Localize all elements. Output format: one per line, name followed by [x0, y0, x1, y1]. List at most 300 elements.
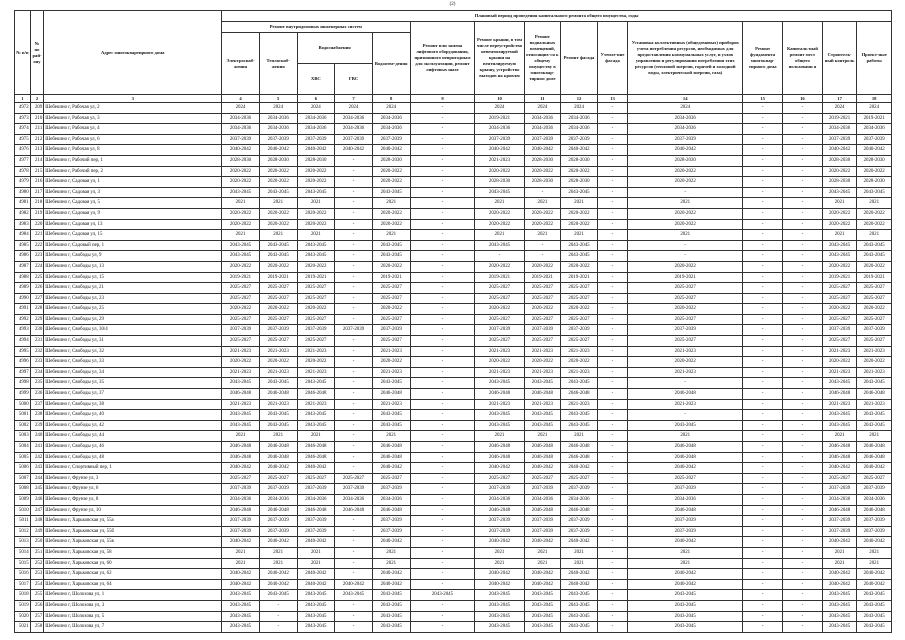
- cell-facade-repair: 2020-2022: [561, 304, 598, 315]
- cell-construction-control: 2043-2045: [822, 420, 857, 431]
- row-address: Шебекино г, Свободы ул, 9: [44, 251, 222, 262]
- cell-construction-control: 2043-2045: [822, 251, 857, 262]
- cell-electro: 2043-2045: [222, 590, 260, 601]
- cell-design-works: 2020-2022: [857, 261, 892, 272]
- cell-foundation: -: [743, 336, 783, 347]
- cell-facade-insulation: -: [597, 579, 627, 590]
- cell-lift: -: [410, 304, 475, 315]
- row-region-num: 254: [30, 579, 44, 590]
- cell-electro: 2021-2023: [222, 399, 260, 410]
- cell-foundation: -: [743, 590, 783, 601]
- cell-roof: 2037-2039: [475, 325, 524, 336]
- header-electro: Электроснаб-жения: [222, 33, 260, 95]
- cell-meters: 2020-2022: [628, 357, 743, 368]
- row-num: 5006: [15, 463, 31, 474]
- row-address: Шебекино г, Садовая ул, 1: [44, 177, 222, 188]
- cell-electro: 2021-2023: [222, 346, 260, 357]
- cell-hvs: 2040-2042: [297, 537, 335, 548]
- cell-basement: 2024: [524, 103, 561, 114]
- table-row: [15, 283, 892, 294]
- table-row: [15, 389, 892, 400]
- row-region-num: 216: [30, 177, 44, 188]
- cell-capital-repair: -: [783, 177, 823, 188]
- page-number: (2): [449, 2, 456, 7]
- cell-roof: 2043-2045: [475, 410, 524, 421]
- cell-facade-repair: 2021: [561, 431, 598, 442]
- cell-design-works: 2040-2042: [857, 145, 892, 156]
- cell-hvs: 2040-2042: [297, 579, 335, 590]
- row-region-num: 217: [30, 187, 44, 198]
- cell-facade-insulation: -: [597, 336, 627, 347]
- cell-drainage: 2040-2042: [372, 145, 410, 156]
- cell-foundation: -: [743, 611, 783, 622]
- cell-capital-repair: -: [783, 420, 823, 431]
- cell-gvs: -: [335, 357, 373, 368]
- cell-meters: 2034-2036: [628, 124, 743, 135]
- cell-heat: 2021: [259, 558, 297, 569]
- cell-lift: -: [410, 410, 475, 421]
- cell-gvs: -: [335, 431, 373, 442]
- cell-facade-insulation: -: [597, 516, 627, 527]
- cell-facade-repair: 2021: [561, 558, 598, 569]
- cell-lift: -: [410, 505, 475, 516]
- header-address: Адрес многоквартирного дома: [44, 11, 222, 95]
- cell-electro: 2021: [222, 431, 260, 442]
- cell-facade-repair: 2034-2036: [561, 124, 598, 135]
- cell-heat: 2037-2039: [259, 484, 297, 495]
- cell-capital-repair: -: [783, 463, 823, 474]
- cell-lift: -: [410, 357, 475, 368]
- cell-facade-insulation: -: [597, 283, 627, 294]
- cell-gvs: -: [335, 378, 373, 389]
- cell-basement: 2043-2045: [524, 410, 561, 421]
- cell-facade-repair: 2024: [561, 103, 598, 114]
- cell-hvs: 2046-2048: [297, 452, 335, 463]
- row-region-num: 226: [30, 283, 44, 294]
- cell-electro: 2040-2042: [222, 579, 260, 590]
- row-address: Шебекино г, Садовая ул, 9: [44, 208, 222, 219]
- cell-meters: 2043-2045: [628, 600, 743, 611]
- cell-roof: 2040-2042: [475, 463, 524, 474]
- cell-capital-repair: -: [783, 410, 823, 421]
- row-region-num: 227: [30, 293, 44, 304]
- cell-facade-insulation: -: [597, 134, 627, 145]
- cell-gvs: 2034-2036: [335, 113, 373, 124]
- cell-hvs: 2034-2036: [297, 113, 335, 124]
- table-row: [15, 378, 892, 389]
- cell-capital-repair: -: [783, 547, 823, 558]
- row-num: 5021: [15, 622, 31, 633]
- cell-capital-repair: -: [783, 378, 823, 389]
- cell-hvs: 2020-2022: [297, 177, 335, 188]
- cell-roof: 2046-2048: [475, 505, 524, 516]
- cell-design-works: 2046-2048: [857, 505, 892, 516]
- header-facade-insulation: Утепле-ние фасада: [597, 22, 627, 95]
- table-row: [15, 484, 892, 495]
- cell-heat: 2040-2042: [259, 579, 297, 590]
- row-region-num: 249: [30, 526, 44, 537]
- cell-foundation: -: [743, 293, 783, 304]
- cell-heat: 2040-2042: [259, 569, 297, 580]
- row-region-num: 239: [30, 420, 44, 431]
- cell-meters: 2046-2048: [628, 389, 743, 400]
- cell-design-works: 2020-2022: [857, 208, 892, 219]
- row-num: 4986: [15, 251, 31, 262]
- cell-gvs: -: [335, 187, 373, 198]
- cell-heat: 2040-2042: [259, 537, 297, 548]
- cell-heat: 2021: [259, 547, 297, 558]
- cell-facade-repair: 2021: [561, 198, 598, 209]
- cell-design-works: 2043-2045: [857, 420, 892, 431]
- cell-design-works: 2043-2045: [857, 251, 892, 262]
- cell-drainage: 2043-2045: [372, 251, 410, 262]
- cell-hvs: 2040-2042: [297, 463, 335, 474]
- cell-meters: 2043-2045: [628, 611, 743, 622]
- cell-construction-control: 2040-2042: [822, 579, 857, 590]
- cell-capital-repair: -: [783, 208, 823, 219]
- cell-meters: 2046-2048: [628, 442, 743, 453]
- header-region-num: № по рай-ону: [30, 11, 44, 95]
- row-num: 5002: [15, 420, 31, 431]
- row-num: 4976: [15, 145, 31, 156]
- cell-roof: 2024: [475, 103, 524, 114]
- cell-gvs: -: [335, 219, 373, 230]
- cell-facade-repair: 2025-2027: [561, 473, 598, 484]
- cell-drainage: 2046-2048: [372, 505, 410, 516]
- cell-hvs: 2037-2039: [297, 134, 335, 145]
- cell-basement: 2025-2027: [524, 293, 561, 304]
- row-num: 4972: [15, 103, 31, 114]
- cell-construction-control: 2034-2036: [822, 494, 857, 505]
- cell-heat: 2043-2045: [259, 410, 297, 421]
- row-address: Шебекино г, Свободы ул, 32: [44, 346, 222, 357]
- cell-gvs: -: [335, 558, 373, 569]
- row-num: 5012: [15, 526, 31, 537]
- column-number: 3: [44, 95, 222, 103]
- cell-facade-repair: 2034-2036: [561, 494, 598, 505]
- cell-foundation: -: [743, 600, 783, 611]
- cell-facade-repair: 2037-2039: [561, 134, 598, 145]
- column-number: 4: [222, 95, 260, 103]
- cell-heat: 2037-2039: [259, 325, 297, 336]
- cell-meters: 2020-2022: [628, 177, 743, 188]
- cell-basement: -: [524, 187, 561, 198]
- cell-drainage: 2020-2022: [372, 208, 410, 219]
- cell-design-works: 2043-2045: [857, 240, 892, 251]
- cell-facade-insulation: -: [597, 611, 627, 622]
- table-row: [15, 261, 892, 272]
- cell-basement: 2021: [524, 547, 561, 558]
- cell-design-works: 2021: [857, 547, 892, 558]
- cell-design-works: 2043-2045: [857, 600, 892, 611]
- cell-construction-control: 2043-2045: [822, 378, 857, 389]
- cell-hvs: 2043-2045: [297, 378, 335, 389]
- cell-hvs: 2043-2045: [297, 410, 335, 421]
- cell-facade-repair: 2046-2048: [561, 442, 598, 453]
- cell-facade-insulation: -: [597, 325, 627, 336]
- cell-gvs: -: [335, 537, 373, 548]
- cell-construction-control: 2040-2042: [822, 569, 857, 580]
- cell-construction-control: 2020-2022: [822, 208, 857, 219]
- cell-lift: -: [410, 558, 475, 569]
- cell-gvs: 2024: [335, 103, 373, 114]
- row-region-num: 246: [30, 494, 44, 505]
- cell-capital-repair: -: [783, 611, 823, 622]
- cell-hvs: 2037-2039: [297, 526, 335, 537]
- cell-construction-control: 2043-2045: [822, 187, 857, 198]
- row-region-num: 237: [30, 399, 44, 410]
- table-header: [15, 11, 892, 103]
- row-region-num: 209: [30, 103, 44, 114]
- cell-construction-control: 2046-2048: [822, 389, 857, 400]
- cell-construction-control: 2020-2022: [822, 219, 857, 230]
- cell-electro: 2034-2036: [222, 124, 260, 135]
- cell-foundation: -: [743, 145, 783, 156]
- cell-electro: 2040-2042: [222, 145, 260, 156]
- column-number: 5: [259, 95, 297, 103]
- cell-hvs: 2037-2039: [297, 325, 335, 336]
- cell-facade-repair: 2043-2045: [561, 600, 598, 611]
- cell-facade-repair: 2046-2048: [561, 505, 598, 516]
- cell-drainage: 2025-2027: [372, 283, 410, 294]
- cell-drainage: 2034-2036: [372, 494, 410, 505]
- cell-heat: 2046-2048: [259, 389, 297, 400]
- cell-design-works: 2034-2036: [857, 494, 892, 505]
- cell-meters: -: [628, 251, 743, 262]
- cell-roof: 2021-2023: [475, 367, 524, 378]
- cell-drainage: 2021: [372, 198, 410, 209]
- header-foundation: Ремонт фундамента многоквар-тирного дома: [743, 22, 783, 95]
- cell-basement: 2021: [524, 230, 561, 241]
- cell-basement: 2037-2039: [524, 516, 561, 527]
- cell-drainage: 2040-2042: [372, 579, 410, 590]
- capital-repair-plan-table: [14, 10, 892, 633]
- row-num: 4974: [15, 124, 31, 135]
- row-num: 4989: [15, 283, 31, 294]
- cell-foundation: -: [743, 166, 783, 177]
- cell-drainage: 2043-2045: [372, 622, 410, 633]
- cell-roof: 2021: [475, 198, 524, 209]
- row-region-num: 212: [30, 134, 44, 145]
- row-address: Шебекино г, Шолохова ул, 1: [44, 590, 222, 601]
- header-drainage: Водоотве-дения: [372, 33, 410, 95]
- cell-meters: 2025-2027: [628, 473, 743, 484]
- cell-facade-insulation: -: [597, 113, 627, 124]
- row-num: 5013: [15, 537, 31, 548]
- table-row: [15, 187, 892, 198]
- row-num: 5011: [15, 516, 31, 527]
- cell-capital-repair: -: [783, 230, 823, 241]
- cell-meters: 2037-2039: [628, 325, 743, 336]
- cell-construction-control: 2028-2030: [822, 155, 857, 166]
- cell-hvs: 2043-2045: [297, 251, 335, 262]
- cell-drainage: 2043-2045: [372, 590, 410, 601]
- table-row: [15, 166, 892, 177]
- cell-construction-control: 2040-2042: [822, 463, 857, 474]
- cell-electro: 2025-2027: [222, 283, 260, 294]
- row-address: Шебекино г, Шолохова ул, 5: [44, 611, 222, 622]
- cell-heat: 2034-2036: [259, 494, 297, 505]
- cell-gvs: -: [335, 177, 373, 188]
- cell-roof: 2037-2039: [475, 134, 524, 145]
- cell-construction-control: 2020-2022: [822, 261, 857, 272]
- row-address: Шебекино г, Свободы ул, 21: [44, 283, 222, 294]
- cell-design-works: 2020-2022: [857, 357, 892, 368]
- row-num: 4988: [15, 272, 31, 283]
- row-region-num: 214: [30, 155, 44, 166]
- cell-facade-repair: 2028-2030: [561, 177, 598, 188]
- cell-facade-repair: 2043-2045: [561, 240, 598, 251]
- row-region-num: 240: [30, 431, 44, 442]
- cell-roof: -: [475, 251, 524, 262]
- cell-facade-insulation: -: [597, 187, 627, 198]
- cell-hvs: 2024: [297, 103, 335, 114]
- cell-meters: 2020-2022: [628, 166, 743, 177]
- header-water-supply: [297, 33, 372, 95]
- row-region-num: 238: [30, 410, 44, 421]
- cell-facade-insulation: -: [597, 272, 627, 283]
- cell-roof: 2025-2027: [475, 473, 524, 484]
- cell-hvs: 2043-2045: [297, 420, 335, 431]
- cell-electro: 2043-2045: [222, 611, 260, 622]
- cell-capital-repair: -: [783, 325, 823, 336]
- table-row: [15, 357, 892, 368]
- row-num: 5019: [15, 600, 31, 611]
- cell-facade-repair: 2037-2039: [561, 484, 598, 495]
- cell-facade-insulation: -: [597, 304, 627, 315]
- row-region-num: 236: [30, 389, 44, 400]
- cell-design-works: 2021-2023: [857, 367, 892, 378]
- cell-design-works: 2043-2045: [857, 378, 892, 389]
- cell-gvs: -: [335, 516, 373, 527]
- cell-gvs: -: [335, 261, 373, 272]
- cell-lift: -: [410, 484, 475, 495]
- cell-basement: 2020-2022: [524, 219, 561, 230]
- cell-construction-control: 2019-2021: [822, 272, 857, 283]
- cell-lift: -: [410, 261, 475, 272]
- cell-electro: 2040-2042: [222, 537, 260, 548]
- cell-heat: 2046-2048: [259, 505, 297, 516]
- row-num: 5017: [15, 579, 31, 590]
- cell-heat: 2025-2027: [259, 314, 297, 325]
- cell-electro: 2037-2039: [222, 484, 260, 495]
- cell-drainage: 2020-2022: [372, 219, 410, 230]
- cell-meters: 2021: [628, 431, 743, 442]
- cell-electro: 2046-2048: [222, 452, 260, 463]
- cell-design-works: 2043-2045: [857, 187, 892, 198]
- cell-lift: -: [410, 325, 475, 336]
- cell-roof: 2021-2023: [475, 155, 524, 166]
- cell-gvs: -: [335, 304, 373, 315]
- cell-heat: 2021: [259, 230, 297, 241]
- header-planned-period: Плановый период проведения капитального ремонта общего имущества, годы: [222, 11, 892, 22]
- cell-electro: 2020-2022: [222, 208, 260, 219]
- cell-roof: 2046-2048: [475, 442, 524, 453]
- row-region-num: 242: [30, 452, 44, 463]
- cell-capital-repair: -: [783, 240, 823, 251]
- cell-capital-repair: -: [783, 389, 823, 400]
- cell-capital-repair: -: [783, 473, 823, 484]
- row-address: Шебекино г, Харьковская ул, 62: [44, 569, 222, 580]
- cell-meters: 2019-2021: [628, 272, 743, 283]
- cell-foundation: -: [743, 442, 783, 453]
- row-address: Шебекино г, Садовый пер, 1: [44, 240, 222, 251]
- cell-lift: -: [410, 569, 475, 580]
- cell-basement: 2043-2045: [524, 622, 561, 633]
- cell-foundation: -: [743, 558, 783, 569]
- cell-construction-control: 2046-2048: [822, 452, 857, 463]
- cell-meters: 2046-2048: [628, 505, 743, 516]
- cell-facade-insulation: -: [597, 346, 627, 357]
- cell-facade-insulation: -: [597, 124, 627, 135]
- cell-basement: 2037-2039: [524, 484, 561, 495]
- row-address: Шебекино г, Свободы ул, 31: [44, 336, 222, 347]
- cell-facade-insulation: -: [597, 600, 627, 611]
- table-row: [15, 558, 892, 569]
- cell-roof: 2040-2042: [475, 537, 524, 548]
- cell-facade-insulation: -: [597, 452, 627, 463]
- header-num: № п/п: [15, 11, 31, 95]
- cell-facade-insulation: -: [597, 622, 627, 633]
- cell-facade-repair: 2040-2042: [561, 569, 598, 580]
- cell-hvs: 2020-2022: [297, 261, 335, 272]
- cell-drainage: 2021-2023: [372, 346, 410, 357]
- cell-construction-control: 2025-2027: [822, 336, 857, 347]
- cell-meters: 2021: [628, 547, 743, 558]
- cell-meters: 2020-2022: [628, 219, 743, 230]
- cell-facade-repair: 2028-2030: [561, 155, 598, 166]
- cell-hvs: 2043-2045: [297, 240, 335, 251]
- cell-design-works: 2037-2039: [857, 325, 892, 336]
- cell-facade-repair: 2037-2039: [561, 526, 598, 537]
- cell-construction-control: 2020-2022: [822, 166, 857, 177]
- cell-electro: 2025-2027: [222, 314, 260, 325]
- cell-facade-repair: 2040-2042: [561, 579, 598, 590]
- cell-electro: 2040-2042: [222, 569, 260, 580]
- cell-electro: 2034-2036: [222, 113, 260, 124]
- cell-lift: -: [410, 134, 475, 145]
- cell-capital-repair: -: [783, 283, 823, 294]
- row-num: 4991: [15, 304, 31, 315]
- cell-capital-repair: -: [783, 537, 823, 548]
- cell-facade-insulation: -: [597, 420, 627, 431]
- column-number: 2: [30, 95, 44, 103]
- cell-heat: -: [259, 622, 297, 633]
- cell-gvs: -: [335, 155, 373, 166]
- cell-drainage: 2040-2042: [372, 569, 410, 580]
- cell-hvs: 2043-2045: [297, 611, 335, 622]
- cell-roof: 2025-2027: [475, 314, 524, 325]
- cell-capital-repair: -: [783, 569, 823, 580]
- cell-foundation: -: [743, 516, 783, 527]
- cell-meters: 2034-2036: [628, 113, 743, 124]
- table-row: [15, 240, 892, 251]
- cell-construction-control: 2046-2048: [822, 442, 857, 453]
- cell-facade-insulation: -: [597, 410, 627, 421]
- cell-meters: 2021-2023: [628, 346, 743, 357]
- cell-capital-repair: -: [783, 346, 823, 357]
- cell-design-works: 2034-2036: [857, 124, 892, 135]
- table-row: [15, 590, 892, 601]
- cell-lift: -: [410, 367, 475, 378]
- cell-heat: 2037-2039: [259, 134, 297, 145]
- cell-design-works: 2025-2027: [857, 283, 892, 294]
- cell-roof: 2021-2023: [475, 399, 524, 410]
- row-num: 4979: [15, 177, 31, 188]
- cell-construction-control: 2043-2045: [822, 600, 857, 611]
- cell-lift: -: [410, 293, 475, 304]
- row-address: Шебекино г, Фрунзе ул, 10: [44, 505, 222, 516]
